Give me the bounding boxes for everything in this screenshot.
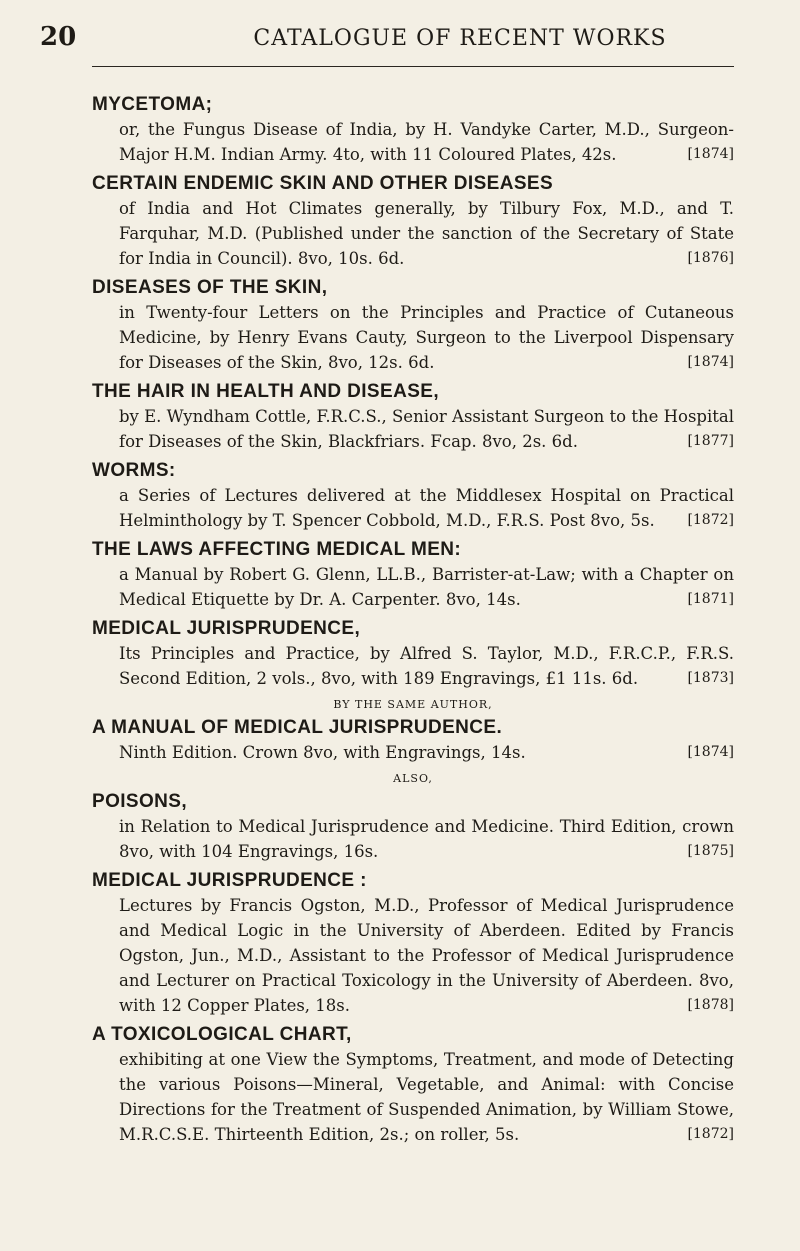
entry-title: THE LAWS AFFECTING MEDICAL MEN: — [92, 539, 462, 560]
entry-year: [1877] — [687, 433, 734, 449]
entry-description — [119, 641, 734, 691]
entry-year: [1878] — [687, 997, 734, 1013]
catalogue-entry — [92, 789, 734, 864]
entry-year: [1875] — [687, 843, 734, 859]
catalogue-list — [92, 92, 734, 1151]
catalogue-entry — [92, 92, 734, 167]
catalogue-entry — [92, 171, 734, 271]
entry-year: [1874] — [687, 744, 734, 760]
catalogue-entry — [92, 537, 734, 612]
entry-description-text: exhibiting at one View the Symptoms, Treatment, and mode of Detecting the various Poisons—Mineral, Vegetable, and Animal: with Concise Directions for the Treatment of Suspended Animation, by William Stowe, M.R.C.S.E. Thirteenth Edition, 2s.; on roller, 5s. — [119, 1050, 734, 1144]
entry-description-text: Ninth Edition. Crown 8vo, with Engravings, 14s. — [119, 743, 526, 762]
catalogue-entry — [92, 616, 734, 691]
entry-description — [119, 814, 734, 864]
catalogue-entry — [92, 458, 734, 533]
entry-description — [119, 117, 734, 167]
entry-description — [119, 404, 734, 454]
entry-description — [119, 483, 734, 533]
entry-title: THE HAIR IN HEALTH AND DISEASE, — [92, 381, 440, 402]
page-header — [0, 0, 800, 60]
entry-year: [1874] — [687, 146, 734, 162]
entry-description — [119, 196, 734, 271]
entry-description-text: Lectures by Francis Ogston, M.D., Professor of Medical Jurisprudence and Medical Logic in the University of Aberdeen. Edited by Francis Ogston, Jun., M.D., Assistant to the Professor of Medical Jurisprudence and Lecturer on Practical Toxicology in the University of Aberdeen. 8vo, with 12 Copper Plates, 18s. — [119, 896, 734, 1015]
entry-title: A MANUAL OF MEDICAL JURISPRUDENCE. — [92, 717, 503, 738]
catalogue-entry — [92, 1022, 734, 1147]
entry-description — [119, 562, 734, 612]
entry-description — [119, 300, 734, 375]
entry-description-text: Its Principles and Practice, by Alfred S. Taylor, M.D., F.R.C.P., F.R.S. Second Edition, 2 vols., 8vo, with 189 Engravings, £1 11s. 6d. — [119, 644, 734, 688]
entry-title: A TOXICOLOGICAL CHART, — [92, 1024, 352, 1045]
entry-title: DISEASES OF THE SKIN, — [92, 277, 328, 298]
entry-title: CERTAIN ENDEMIC SKIN AND OTHER DISEASES — [92, 173, 554, 194]
entry-title: WORMS: — [92, 460, 176, 481]
section-note: ALSO, — [393, 772, 433, 785]
entry-title: MEDICAL JURISPRUDENCE, — [92, 618, 361, 639]
entry-description-text: by E. Wyndham Cottle, F.R.C.S., Senior Assistant Surgeon to the Hospital for Diseases of the Skin, Blackfriars. Fcap. 8vo, 2s. 6d. — [119, 407, 735, 451]
entry-year: [1872] — [687, 1126, 734, 1142]
entry-description — [119, 893, 734, 1018]
entry-description-text: in Relation to Medical Jurisprudence and Medicine. Third Edition, crown 8vo, with 104 Engravings, 16s. — [119, 817, 734, 861]
entry-description-text: a Manual by Robert G. Glenn, LL.B., Barrister-at-Law; with a Chapter on Medical Etiquette by Dr. A. Carpenter. 8vo, 14s. — [119, 565, 734, 609]
entry-description — [119, 1047, 734, 1147]
running-title: CATALOGUE OF RECENT WORKS — [253, 26, 667, 51]
entry-year: [1872] — [687, 512, 734, 528]
entry-year: [1876] — [687, 250, 734, 266]
entry-description-text: in Twenty-four Letters on the Principles and Practice of Cutaneous Medicine, by Henry Evans Cauty, Surgeon to the Liverpool Dispensary for Diseases of the Skin, 8vo, 12s. 6d. — [119, 303, 734, 372]
header-rule — [92, 66, 734, 67]
entry-description-text: or, the Fungus Disease of India, by H. Vandyke Carter, M.D., Surgeon-Major H.M. Indian Army. 4to, with 11 Coloured Plates, 42s. — [119, 120, 734, 164]
catalogue-entry — [92, 868, 734, 1018]
entry-title: MEDICAL JURISPRUDENCE : — [92, 870, 367, 891]
catalogue-entry — [92, 379, 734, 454]
page-number: 20 — [40, 22, 77, 52]
entry-description — [119, 740, 734, 765]
entry-description-text: a Series of Lectures delivered at the Middlesex Hospital on Practical Helminthology by T. Spencer Cobbold, M.D., F.R.S. Post 8vo, 5s. — [119, 486, 734, 530]
entry-year: [1871] — [687, 591, 734, 607]
section-note: BY THE SAME AUTHOR, — [333, 698, 493, 711]
entry-year: [1873] — [687, 670, 734, 686]
entry-title: MYCETOMA; — [92, 94, 213, 115]
catalogue-entry — [92, 715, 734, 765]
entry-year: [1874] — [687, 354, 734, 370]
entry-description-text: of India and Hot Climates generally, by Tilbury Fox, M.D., and T. Farquhar, M.D. (Published under the sanction of the Secretary of State for India in Council). 8vo, 10s. 6d. — [119, 199, 734, 268]
entry-title: POISONS, — [92, 791, 188, 812]
catalogue-entry — [92, 275, 734, 375]
